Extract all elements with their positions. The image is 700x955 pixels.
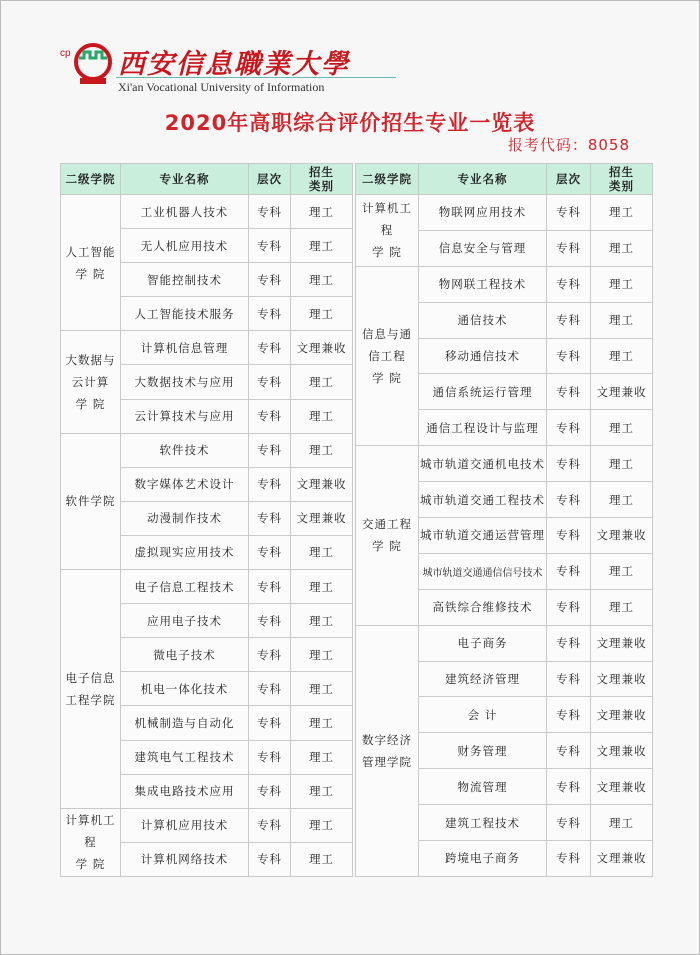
logo-mark: cp <box>60 48 71 59</box>
level-cell: 专科 <box>249 740 291 774</box>
level-cell: 专科 <box>249 501 291 535</box>
level-cell: 专科 <box>249 331 291 365</box>
college-cell: 人工智能 学 院 <box>61 195 121 331</box>
header-college: 二级学院 <box>356 164 419 195</box>
level-cell: 专科 <box>249 535 291 569</box>
logo-divider <box>116 77 396 78</box>
level-cell: 专科 <box>249 433 291 467</box>
level-cell: 专科 <box>547 661 591 697</box>
major-name-cell: 物网联工程技术 <box>419 266 547 302</box>
level-cell: 专科 <box>249 808 291 842</box>
category-cell: 理工 <box>591 338 653 374</box>
header-category: 招生 类别 <box>291 164 353 195</box>
category-cell: 文理兼收 <box>591 697 653 733</box>
table-row <box>356 446 653 482</box>
table-row <box>61 433 353 467</box>
university-name-cn: 西安信息職業大學 <box>118 49 350 80</box>
major-name-cell: 动漫制作技术 <box>121 501 249 535</box>
major-name-cell: 智能控制技术 <box>121 263 249 297</box>
level-cell: 专科 <box>249 638 291 672</box>
level-cell: 专科 <box>249 297 291 331</box>
table-row <box>61 808 353 842</box>
level-cell: 专科 <box>547 769 591 805</box>
header-category: 招生 类别 <box>591 164 653 195</box>
major-name-cell: 物流管理 <box>419 769 547 805</box>
level-cell: 专科 <box>547 841 591 877</box>
college-cell: 计算机工程 学 院 <box>61 808 121 876</box>
major-name-cell: 集成电路技术应用 <box>121 774 249 808</box>
table-row <box>61 331 353 365</box>
page-title: 2020年高职综合评价招生专业一览表 <box>164 111 536 135</box>
major-name-cell: 物联网应用技术 <box>419 195 547 231</box>
category-cell: 理工 <box>591 446 653 482</box>
table-row <box>356 195 653 231</box>
category-cell: 理工 <box>291 263 353 297</box>
category-cell: 理工 <box>591 482 653 518</box>
level-cell: 专科 <box>249 570 291 604</box>
category-cell: 理工 <box>591 302 653 338</box>
level-cell: 专科 <box>249 263 291 297</box>
level-cell: 专科 <box>249 672 291 706</box>
level-cell: 专科 <box>249 467 291 501</box>
level-cell: 专科 <box>547 195 591 231</box>
college-cell: 大数据与 云计算 学 院 <box>61 331 121 433</box>
major-name-cell: 建筑经济管理 <box>419 661 547 697</box>
majors-table-right <box>355 163 653 877</box>
level-cell: 专科 <box>547 338 591 374</box>
category-cell: 文理兼收 <box>591 625 653 661</box>
major-name-cell: 应用电子技术 <box>121 604 249 638</box>
major-name-cell: 城市轨道交通运营管理 <box>419 518 547 554</box>
level-cell: 专科 <box>547 518 591 554</box>
major-name-cell: 机电一体化技术 <box>121 672 249 706</box>
level-cell: 专科 <box>249 706 291 740</box>
level-cell: 专科 <box>547 805 591 841</box>
level-cell: 专科 <box>547 230 591 266</box>
category-cell: 理工 <box>291 195 353 229</box>
major-name-cell: 机械制造与自动化 <box>121 706 249 740</box>
major-name-cell: 移动通信技术 <box>419 338 547 374</box>
major-name-cell: 大数据技术与应用 <box>121 365 249 399</box>
table-row <box>356 266 653 302</box>
header-major: 专业名称 <box>419 164 547 195</box>
category-cell: 理工 <box>591 266 653 302</box>
category-cell: 理工 <box>291 433 353 467</box>
university-name-en: Xi'an Vocational University of Information <box>118 80 325 94</box>
level-cell: 专科 <box>547 374 591 410</box>
level-cell: 专科 <box>249 604 291 638</box>
major-name-cell: 数字媒体艺术设计 <box>121 467 249 501</box>
major-name-cell: 财务管理 <box>419 733 547 769</box>
major-name-cell: 电子信息工程技术 <box>121 570 249 604</box>
category-cell: 理工 <box>291 365 353 399</box>
major-name-cell: 工业机器人技术 <box>121 195 249 229</box>
majors-table-left <box>60 163 353 877</box>
college-cell: 交通工程 学 院 <box>356 446 419 625</box>
level-cell: 专科 <box>249 842 291 876</box>
category-cell: 理工 <box>291 570 353 604</box>
level-cell: 专科 <box>249 229 291 263</box>
major-name-cell: 城市轨道交通工程技术 <box>419 482 547 518</box>
major-name-cell: 计算机应用技术 <box>121 808 249 842</box>
college-cell: 信息与通 信工程 学 院 <box>356 266 419 445</box>
category-cell: 理工 <box>291 229 353 263</box>
major-name-cell: 计算机网络技术 <box>121 842 249 876</box>
category-cell: 文理兼收 <box>291 467 353 501</box>
level-cell: 专科 <box>547 589 591 625</box>
level-cell: 专科 <box>547 446 591 482</box>
category-cell: 理工 <box>291 297 353 331</box>
category-cell: 文理兼收 <box>591 769 653 805</box>
college-cell: 软件学院 <box>61 433 121 569</box>
level-cell: 专科 <box>547 410 591 446</box>
category-cell: 理工 <box>291 808 353 842</box>
category-cell: 文理兼收 <box>591 661 653 697</box>
major-name-cell: 计算机信息管理 <box>121 331 249 365</box>
header-college: 二级学院 <box>61 164 121 195</box>
table-row <box>61 570 353 604</box>
level-cell: 专科 <box>547 553 591 589</box>
category-cell: 文理兼收 <box>591 733 653 769</box>
major-name-cell: 建筑工程技术 <box>419 805 547 841</box>
category-cell: 理工 <box>591 230 653 266</box>
major-name-cell: 电子商务 <box>419 625 547 661</box>
category-cell: 理工 <box>591 553 653 589</box>
category-cell: 文理兼收 <box>291 331 353 365</box>
major-name-cell: 高铁综合维修技术 <box>419 589 547 625</box>
major-name-cell: 建筑电气工程技术 <box>121 740 249 774</box>
level-cell: 专科 <box>547 625 591 661</box>
header-level: 层次 <box>547 164 591 195</box>
category-cell: 文理兼收 <box>591 374 653 410</box>
level-cell: 专科 <box>249 774 291 808</box>
header-major: 专业名称 <box>121 164 249 195</box>
major-name-cell: 通信工程设计与监理 <box>419 410 547 446</box>
category-cell: 理工 <box>291 774 353 808</box>
major-name-cell: 无人机应用技术 <box>121 229 249 263</box>
table-row <box>356 625 653 661</box>
exam-code: 报考代码：8058 <box>507 136 630 154</box>
major-name-cell: 会 计 <box>419 697 547 733</box>
level-cell: 专科 <box>547 733 591 769</box>
category-cell: 理工 <box>291 399 353 433</box>
major-name-cell: 软件技术 <box>121 433 249 467</box>
category-cell: 文理兼收 <box>591 841 653 877</box>
category-cell: 理工 <box>291 706 353 740</box>
category-cell: 理工 <box>291 535 353 569</box>
level-cell: 专科 <box>547 482 591 518</box>
major-name-cell: 通信技术 <box>419 302 547 338</box>
major-name-cell: 跨境电子商务 <box>419 841 547 877</box>
college-cell: 计算机工程 学 院 <box>356 195 419 267</box>
category-cell: 理工 <box>591 195 653 231</box>
table-row <box>61 195 353 229</box>
category-cell: 理工 <box>591 805 653 841</box>
major-name-cell: 虚拟现实应用技术 <box>121 535 249 569</box>
major-name-cell: 城市轨道交通机电技术 <box>419 446 547 482</box>
university-emblem-icon <box>74 42 112 86</box>
university-logo <box>60 38 360 98</box>
major-name-cell: 信息安全与管理 <box>419 230 547 266</box>
level-cell: 专科 <box>547 302 591 338</box>
level-cell: 专科 <box>249 195 291 229</box>
category-cell: 文理兼收 <box>291 501 353 535</box>
category-cell: 理工 <box>291 740 353 774</box>
college-cell: 电子信息 工程学院 <box>61 570 121 809</box>
college-cell: 数字经济 管理学院 <box>356 625 419 876</box>
level-cell: 专科 <box>249 399 291 433</box>
major-name-cell: 城市轨道交通通信信号技术 <box>419 553 547 589</box>
category-cell: 理工 <box>291 604 353 638</box>
level-cell: 专科 <box>547 697 591 733</box>
category-cell: 理工 <box>591 589 653 625</box>
major-name-cell: 人工智能技术服务 <box>121 297 249 331</box>
category-cell: 理工 <box>291 638 353 672</box>
category-cell: 文理兼收 <box>591 518 653 554</box>
major-name-cell: 通信系统运行管理 <box>419 374 547 410</box>
category-cell: 理工 <box>591 410 653 446</box>
category-cell: 理工 <box>291 842 353 876</box>
major-name-cell: 云计算技术与应用 <box>121 399 249 433</box>
level-cell: 专科 <box>249 365 291 399</box>
header-level: 层次 <box>249 164 291 195</box>
category-cell: 理工 <box>291 672 353 706</box>
major-name-cell: 微电子技术 <box>121 638 249 672</box>
level-cell: 专科 <box>547 266 591 302</box>
